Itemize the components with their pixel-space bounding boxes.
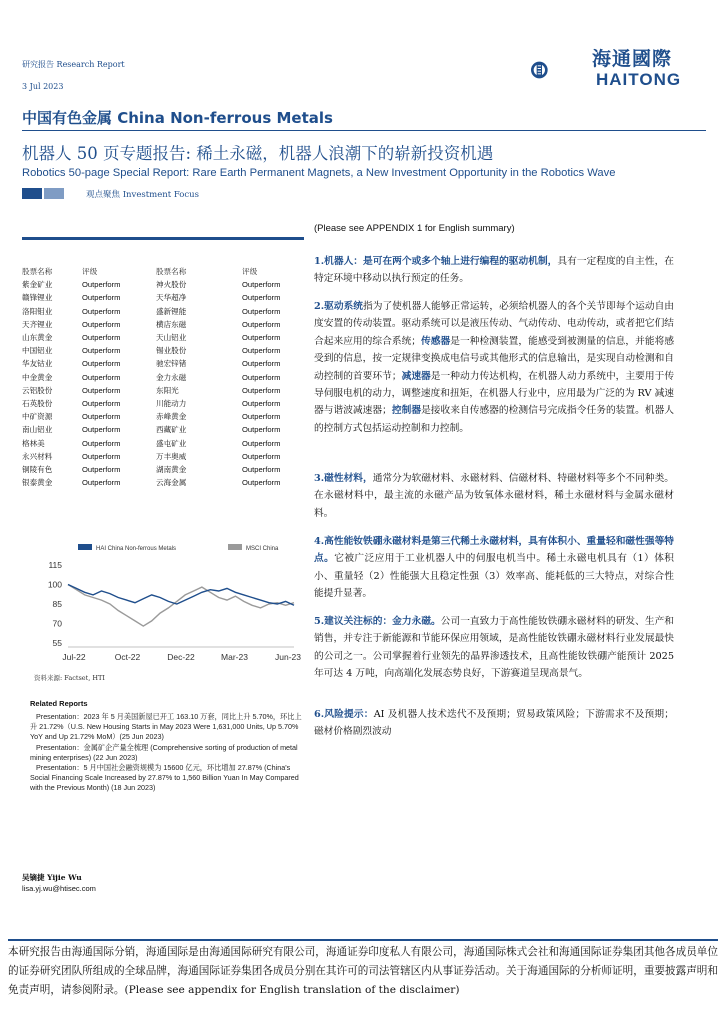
left-panel-top-bar bbox=[22, 237, 304, 240]
stock-name-cell[interactable]: 天华超净 bbox=[156, 293, 187, 303]
rating-cell: Outperform bbox=[82, 280, 121, 290]
stock-name-cell[interactable]: 横店东磁 bbox=[156, 319, 187, 329]
rating-cell: Outperform bbox=[82, 464, 121, 474]
stock-name-cell[interactable]: 中金黄金 bbox=[22, 372, 53, 382]
summary-point-5 bbox=[314, 613, 674, 683]
table-row bbox=[22, 291, 304, 304]
stock-name-cell[interactable]: 洛阳钼业 bbox=[22, 306, 53, 316]
stock-name-cell[interactable]: 山东黄金 bbox=[22, 333, 53, 343]
rating-cell: Outperform bbox=[82, 293, 121, 303]
table-row bbox=[22, 476, 304, 489]
rating-cell: Outperform bbox=[82, 372, 121, 382]
stock-rating-table bbox=[22, 265, 304, 489]
table-row bbox=[22, 397, 304, 410]
summary-point-2 bbox=[314, 298, 674, 437]
author-name: 吴镝捷 Yijie Wu bbox=[22, 873, 82, 882]
focus-marker-dark bbox=[22, 188, 42, 199]
point-2-body: 指为了使机器人能够正常运转，必须给机器人的各个关节即每个运动自由度安置的传动装置。驱动系统可以是液压传动、气动传动、电动传动，或者把它们结合起来应用的综合系统； bbox=[314, 301, 674, 347]
stock-name-cell[interactable]: 中矿资源 bbox=[22, 412, 53, 422]
table-row bbox=[22, 423, 304, 436]
disclaimer-divider bbox=[8, 939, 718, 941]
stock-name-cell[interactable]: 湖南黄金 bbox=[156, 464, 187, 474]
summary-point-6 bbox=[314, 706, 674, 741]
table-row bbox=[22, 344, 304, 357]
legend-label: HAI China Non-ferrous Metals bbox=[96, 546, 177, 552]
rating-cell: Outperform bbox=[242, 438, 281, 448]
stock-name-cell[interactable]: 石英股份 bbox=[22, 398, 53, 408]
x-tick-label: Mar-23 bbox=[221, 652, 248, 662]
controller-heading: 控制器 bbox=[391, 405, 422, 417]
legend-label: MSCI China bbox=[246, 546, 279, 552]
rating-cell: Outperform bbox=[242, 333, 281, 343]
stock-name-cell[interactable]: 银泰黄金 bbox=[22, 478, 53, 488]
series-line bbox=[68, 585, 294, 606]
stock-name-cell[interactable]: 永兴材料 bbox=[22, 451, 53, 461]
rating-cell: Outperform bbox=[242, 346, 281, 356]
logo-text-cn: 海通國際 bbox=[592, 48, 673, 70]
point-6-heading: 6.风险提示： bbox=[314, 709, 374, 720]
rating-cell: Outperform bbox=[82, 451, 121, 461]
stock-name-cell[interactable]: 中国铝业 bbox=[22, 346, 53, 356]
table-row bbox=[22, 318, 304, 331]
reducer-body: 是一种动力传达机构，在机器人动力系统中，主要用于传导伺服电机的动力，调整速度和扭矩，在机器人行业中，应用最为广泛的为 RV 减速器与谐波减速器； bbox=[314, 370, 675, 417]
table-row bbox=[22, 278, 304, 291]
rating-cell: Outperform bbox=[82, 359, 121, 369]
related-report-item[interactable]: Presentation：5 月中国社会融资规模为 15600 亿元，环比增加 27.87% (China's Social Financing Scale Increased by 27.87% to 1,560 Billion Yuan In May Compared with the Previous Month) (18 Jun 2023) bbox=[30, 763, 299, 793]
point-4-heading: 4.高性能钕铁硼永磁材料是第三代稀土永磁材料，具有体积小、重量轻和磁性强等特点。 bbox=[314, 536, 674, 565]
y-tick-label: 55 bbox=[52, 638, 62, 648]
rating-cell: Outperform bbox=[242, 385, 281, 395]
rating-cell: Outperform bbox=[242, 464, 281, 474]
stock-name-cell[interactable]: 格林美 bbox=[22, 438, 45, 448]
related-reports-list bbox=[30, 712, 306, 794]
rating-cell: Outperform bbox=[82, 438, 121, 448]
rating-cell: Outperform bbox=[82, 306, 121, 316]
stock-table-body bbox=[22, 278, 304, 489]
rating-cell: Outperform bbox=[242, 478, 281, 488]
summary-point-4 bbox=[314, 533, 674, 603]
header-stock-name: 股票名称 bbox=[156, 267, 187, 277]
rating-cell: Outperform bbox=[242, 425, 281, 435]
table-row bbox=[22, 410, 304, 423]
legend-swatch bbox=[228, 544, 242, 550]
performance-chart-svg bbox=[22, 535, 304, 665]
rating-cell: Outperform bbox=[242, 372, 281, 382]
stock-name-cell[interactable]: 万丰奥威 bbox=[156, 451, 187, 461]
stock-name-cell[interactable]: 云铝股份 bbox=[22, 385, 53, 395]
report-date: 3 Jul 2023 bbox=[22, 82, 64, 91]
stock-name-cell[interactable]: 川能动力 bbox=[156, 398, 187, 408]
stock-name-cell[interactable]: 盛屯矿业 bbox=[156, 438, 187, 448]
y-tick-label: 85 bbox=[52, 599, 62, 609]
stock-name-cell[interactable]: 神火股份 bbox=[156, 280, 187, 290]
stock-name-cell[interactable]: 驰宏锌锗 bbox=[156, 359, 187, 369]
logo-text-en: HAITONG bbox=[596, 70, 682, 89]
x-tick-label: Oct-22 bbox=[114, 652, 141, 662]
author-email[interactable]: lisa.yj.wu@htisec.com bbox=[22, 884, 96, 893]
point-1-heading: 1.机器人：是可在两个或多个轴上进行编程的驱动机制， bbox=[314, 256, 558, 267]
rating-cell: Outperform bbox=[82, 412, 121, 422]
rating-cell: Outperform bbox=[242, 280, 281, 290]
point-1-body: 具有一定程度的自主性，在特定环境中移动以执行预定的任务。 bbox=[314, 256, 674, 285]
point-4-body: 它被广泛应用于工业机器人中的伺服电机当中。稀土永磁电机具有（1）体积小、重量轻（2）性能强大且稳定性强（3）效率高、能耗低的三大特点，对综合性能提升显著。 bbox=[314, 553, 674, 600]
haitong-logo bbox=[530, 42, 590, 98]
stock-name-cell[interactable]: 赤峰黄金 bbox=[156, 412, 187, 422]
summary-point-3 bbox=[314, 470, 674, 522]
point-2-heading: 2.驱动系统 bbox=[314, 301, 364, 312]
table-row bbox=[22, 450, 304, 463]
rating-cell: Outperform bbox=[82, 478, 121, 488]
point-3-heading: 3.磁性材料， bbox=[314, 473, 373, 484]
point-5-heading: 5.建议关注标的：金力永磁。 bbox=[314, 616, 441, 627]
sensor-body: 是一种检测装置，能感受到被测量的信息，并能将感受到的信息，按一定规律变换成电信号或其他形式的信息输出，是实现自动检测和自动控制的首要环节； bbox=[314, 335, 675, 382]
table-row bbox=[22, 357, 304, 370]
y-tick-label: 100 bbox=[47, 579, 62, 590]
x-tick-label: Jul-22 bbox=[62, 652, 86, 662]
disclaimer-text: 本研究报告由海通国际分销，海通国际是由海通国际研究有限公司，海通证券印度私人有限公司，海通国际株式会社和海通国际证券集团其他各成员单位的证券研究团队所组成的全球品牌，海通国际证券集团各成员分别在其许可的司法管辖区内从事证券活动。关于海通国际的分析师证明，重要披露声明和免责声明，请参阅附录。(Please see appendix for English translation of the disclaimer) bbox=[8, 946, 718, 997]
appendix-note: (Please see APPENDIX 1 for English summary) bbox=[314, 223, 515, 234]
rating-cell: Outperform bbox=[82, 319, 121, 329]
table-row bbox=[22, 384, 304, 397]
chart-source: 资料来源: Factset, HTI bbox=[34, 674, 105, 682]
focus-marker-light bbox=[44, 188, 64, 199]
report-title-en: Robotics 50-page Special Report: Rare Earth Permanent Magnets, a New Investment Opportunity in the Robotics Wave bbox=[22, 167, 616, 179]
header-divider bbox=[22, 130, 706, 131]
stock-name-cell[interactable]: 铜陵有色 bbox=[22, 464, 53, 474]
table-row bbox=[22, 436, 304, 449]
rating-cell: Outperform bbox=[242, 412, 281, 422]
rating-cell: Outperform bbox=[242, 451, 281, 461]
x-tick-label: Jun-23 bbox=[275, 652, 301, 662]
rating-cell: Outperform bbox=[242, 359, 281, 369]
related-reports-title: Related Reports bbox=[30, 699, 88, 708]
table-row bbox=[22, 331, 304, 344]
stock-name-cell[interactable]: 盛新锂能 bbox=[156, 306, 187, 316]
stock-name-cell[interactable]: 华友钴业 bbox=[22, 359, 53, 369]
focus-label: 观点聚焦 Investment Focus bbox=[86, 190, 199, 200]
rating-cell: Outperform bbox=[82, 425, 121, 435]
controller-body: 是接收来自传感器的检测信号完成指令任务的装置。机器人的控制方式包括运动控制和力控制。 bbox=[314, 405, 675, 434]
point-5-body: 公司一直致力于高性能钕铁硼永磁材料的研发、生产和销售，并专注于新能源和节能环保应用领域，是高性能钕铁硼永磁材料行业发展最快的公司之一。公司掌握着行业领先的晶界渗透技术，且高性能钕铁硼产能预计 2025 年可达 4 万吨，向高端化发展态势良好，下游赛道呈现高景气。 bbox=[314, 616, 674, 680]
stock-name-cell[interactable]: 西藏矿业 bbox=[156, 425, 187, 435]
report-title-cn: 机器人 50 页专题报告: 稀土永磁，机器人浪潮下的崭新投资机遇 bbox=[22, 144, 494, 163]
summary-point-1 bbox=[314, 253, 674, 288]
y-tick-label: 115 bbox=[48, 560, 62, 570]
rating-cell: Outperform bbox=[82, 385, 121, 395]
y-tick-label: 70 bbox=[52, 618, 62, 629]
related-report-item[interactable]: Presentation：金属矿企产量全梳理 (Comprehensive sorting of production of metal mining enterprises) (22 Jun 2023) bbox=[30, 742, 298, 762]
rating-cell: Outperform bbox=[242, 306, 281, 316]
header-stock-name: 股票名称 bbox=[22, 267, 53, 277]
reducer-heading: 减速器 bbox=[401, 370, 431, 382]
x-tick-label: Dec-22 bbox=[167, 652, 195, 662]
rating-cell: Outperform bbox=[82, 333, 121, 343]
stock-name-cell[interactable]: 紫金矿业 bbox=[22, 280, 53, 290]
point-6-body: AI 及机器人技术迭代不及预期；贸易政策风险；下游需求不及预期；磁材价格剧烈波动 bbox=[314, 709, 674, 738]
stock-name-cell[interactable]: 金力永磁 bbox=[156, 372, 187, 382]
stock-name-cell[interactable]: 云海金属 bbox=[156, 478, 187, 488]
table-row bbox=[22, 305, 304, 318]
rating-cell: Outperform bbox=[82, 346, 121, 356]
stock-name-cell[interactable]: 赣锋锂业 bbox=[22, 293, 53, 303]
table-row bbox=[22, 463, 304, 476]
rating-cell: Outperform bbox=[242, 398, 281, 408]
point-3-body: 通常分为软磁材料、永磁材料、信磁材料、特磁材料等多个不同种类。在永磁材料中，最主流的永磁产品为钕氧体永磁材料，稀土永磁材料与金属永磁材料。 bbox=[314, 473, 674, 519]
stock-name-cell[interactable]: 锡业股份 bbox=[156, 346, 187, 356]
legend-swatch bbox=[78, 544, 92, 550]
sector-title: 中国有色金属 China Non-ferrous Metals bbox=[22, 109, 333, 127]
report-type: 研究报告 Research Report bbox=[22, 60, 125, 69]
rating-cell: Outperform bbox=[82, 398, 121, 408]
table-row bbox=[22, 371, 304, 384]
stock-name-cell[interactable]: 南山铝业 bbox=[22, 425, 53, 435]
header-rating: 评级 bbox=[82, 267, 98, 277]
rating-cell: Outperform bbox=[242, 293, 281, 303]
related-report-item[interactable]: Presentation：2023 年 5 月美国新屋已开工 163.10 万套，同比上升 5.70%，环比上升 21.72%（U.S. New Housing Starts in May 2023 Were 1,631,000 Units, Up 5.70% YoY and Up 21.72% MoM）(25 Jun 2023) bbox=[30, 712, 302, 742]
header-rating: 评级 bbox=[242, 267, 258, 277]
table-header-row bbox=[22, 265, 304, 278]
stock-name-cell[interactable]: 天齐锂业 bbox=[22, 319, 53, 329]
sensor-heading: 传感器 bbox=[421, 335, 451, 347]
performance-chart bbox=[22, 535, 304, 665]
rating-cell: Outperform bbox=[242, 319, 281, 329]
stock-name-cell[interactable]: 天山铝业 bbox=[156, 333, 187, 343]
stock-name-cell[interactable]: 东阳光 bbox=[156, 385, 179, 395]
